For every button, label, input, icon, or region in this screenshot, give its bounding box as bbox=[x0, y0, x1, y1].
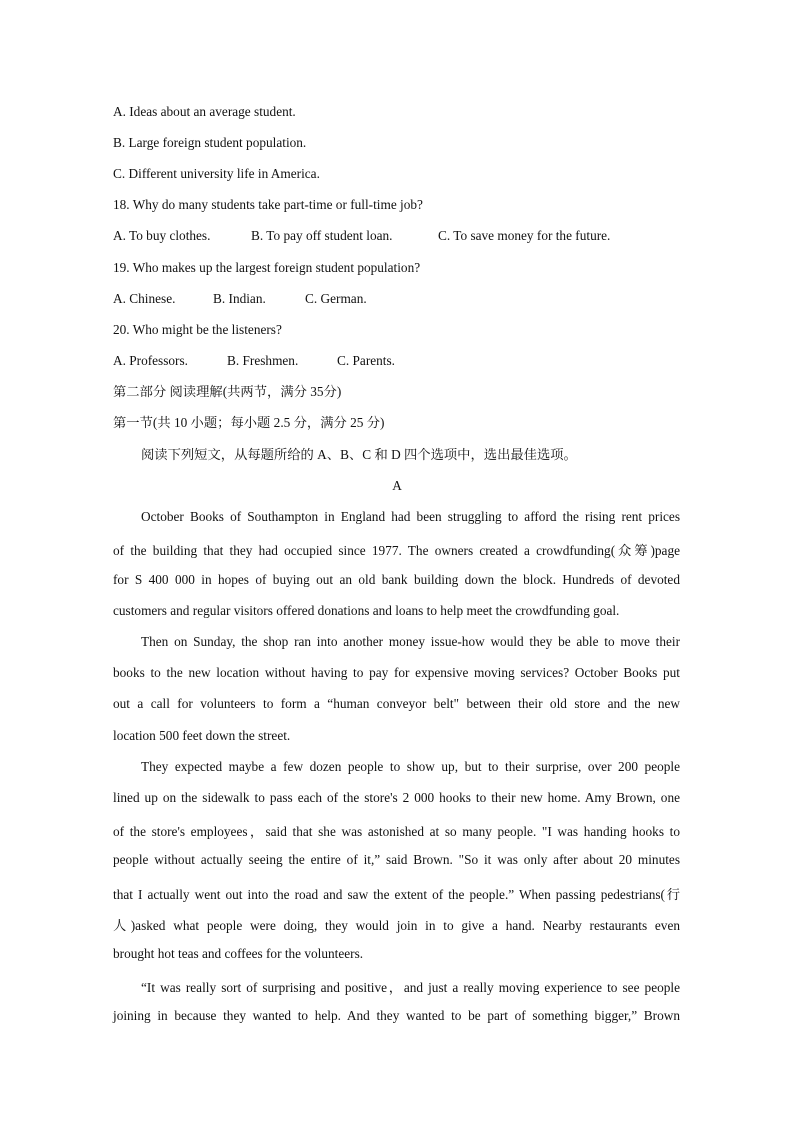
passage-line: “It was really sort of surprising and positive，and just a really moving experience to see people bbox=[141, 980, 680, 995]
subsection-title: 第一节(共 10 小题；每小题 2.5 分，满分 25 分) bbox=[113, 415, 385, 430]
passage-line: Then on Sunday, the shop ran into another money issue-how would they be able to move their bbox=[141, 634, 680, 649]
passage-line: for S 400 000 in hopes of buying out an old bank building down the block. Hundreds of devoted bbox=[113, 572, 680, 587]
q18-option-b: B. To pay off student loan. bbox=[251, 228, 393, 243]
passage-line: that I actually went out into the road and saw the extent of the people.” When passing pedestrians(行 bbox=[113, 887, 680, 902]
q20-options bbox=[113, 353, 395, 369]
q20-option-c: C. Parents. bbox=[337, 353, 395, 368]
passage-line: people without actually seeing the entire of it,” said Brown. "So it was only after about 20 minutes bbox=[113, 852, 680, 867]
q18-options bbox=[113, 228, 610, 244]
q18-question: 18. Why do many students take part-time or full-time job? bbox=[113, 197, 423, 212]
q17-option-b: B. Large foreign student population. bbox=[113, 135, 307, 150]
q18-option-c: C. To save money for the future. bbox=[438, 228, 611, 243]
passage-line: brought hot teas and coffees for the volunteers. bbox=[113, 946, 364, 961]
passage-line: They expected maybe a few dozen people to show up, but to their surprise, over 200 people bbox=[141, 759, 680, 774]
q20-option-b: B. Freshmen. bbox=[227, 353, 299, 368]
passage-line: joining in because they wanted to help. And they wanted to be part of something bigger,” Brown bbox=[113, 1008, 680, 1023]
q17-option-c: C. Different university life in America. bbox=[113, 166, 320, 181]
passage-line: of the building that they had occupied since 1977. The owners created a crowdfunding(众筹)page bbox=[113, 543, 680, 558]
passage-line: 人)asked what people were doing, they would join in to give a hand. Nearby restaurants even bbox=[113, 918, 680, 933]
q18-option-a: A. To buy clothes. bbox=[113, 228, 211, 243]
q19-option-b: B. Indian. bbox=[213, 291, 266, 306]
q19-question: 19. Who makes up the largest foreign student population? bbox=[113, 260, 421, 275]
q19-option-c: C. German. bbox=[305, 291, 367, 306]
passage-line: out a call for volunteers to form a “human conveyor belt" between their old store and the new bbox=[113, 696, 680, 711]
q20-question: 20. Who might be the listeners? bbox=[113, 322, 282, 337]
passage-line: customers and regular visitors offered donations and loans to help meet the crowdfunding goal. bbox=[113, 603, 620, 618]
section-title: 第二部分 阅读理解(共两节，满分 35分) bbox=[113, 384, 342, 399]
passage-label: A bbox=[392, 478, 402, 493]
instruction-text: 阅读下列短文，从每题所给的 A、B、C 和 D 四个选项中，选出最佳选项。 bbox=[141, 447, 577, 462]
q19-options bbox=[113, 291, 367, 307]
passage-line: location 500 feet down the street. bbox=[113, 728, 291, 743]
q17-option-a: A. Ideas about an average student. bbox=[113, 104, 296, 119]
passage-line: of the store's employees，said that she was astonished at so many people. "I was handing hooks to bbox=[113, 824, 680, 839]
q20-option-a: A. Professors. bbox=[113, 353, 188, 368]
passage-line: books to the new location without having to pay for expensive moving services? October Books put bbox=[113, 665, 680, 680]
passage-line: lined up on the sidewalk to pass each of the store's 2 000 hooks to their new home. Amy Brown, one bbox=[113, 790, 680, 805]
passage-line: October Books of Southampton in England had been struggling to afford the rising rent prices bbox=[141, 509, 680, 524]
q19-option-a: A. Chinese. bbox=[113, 291, 176, 306]
